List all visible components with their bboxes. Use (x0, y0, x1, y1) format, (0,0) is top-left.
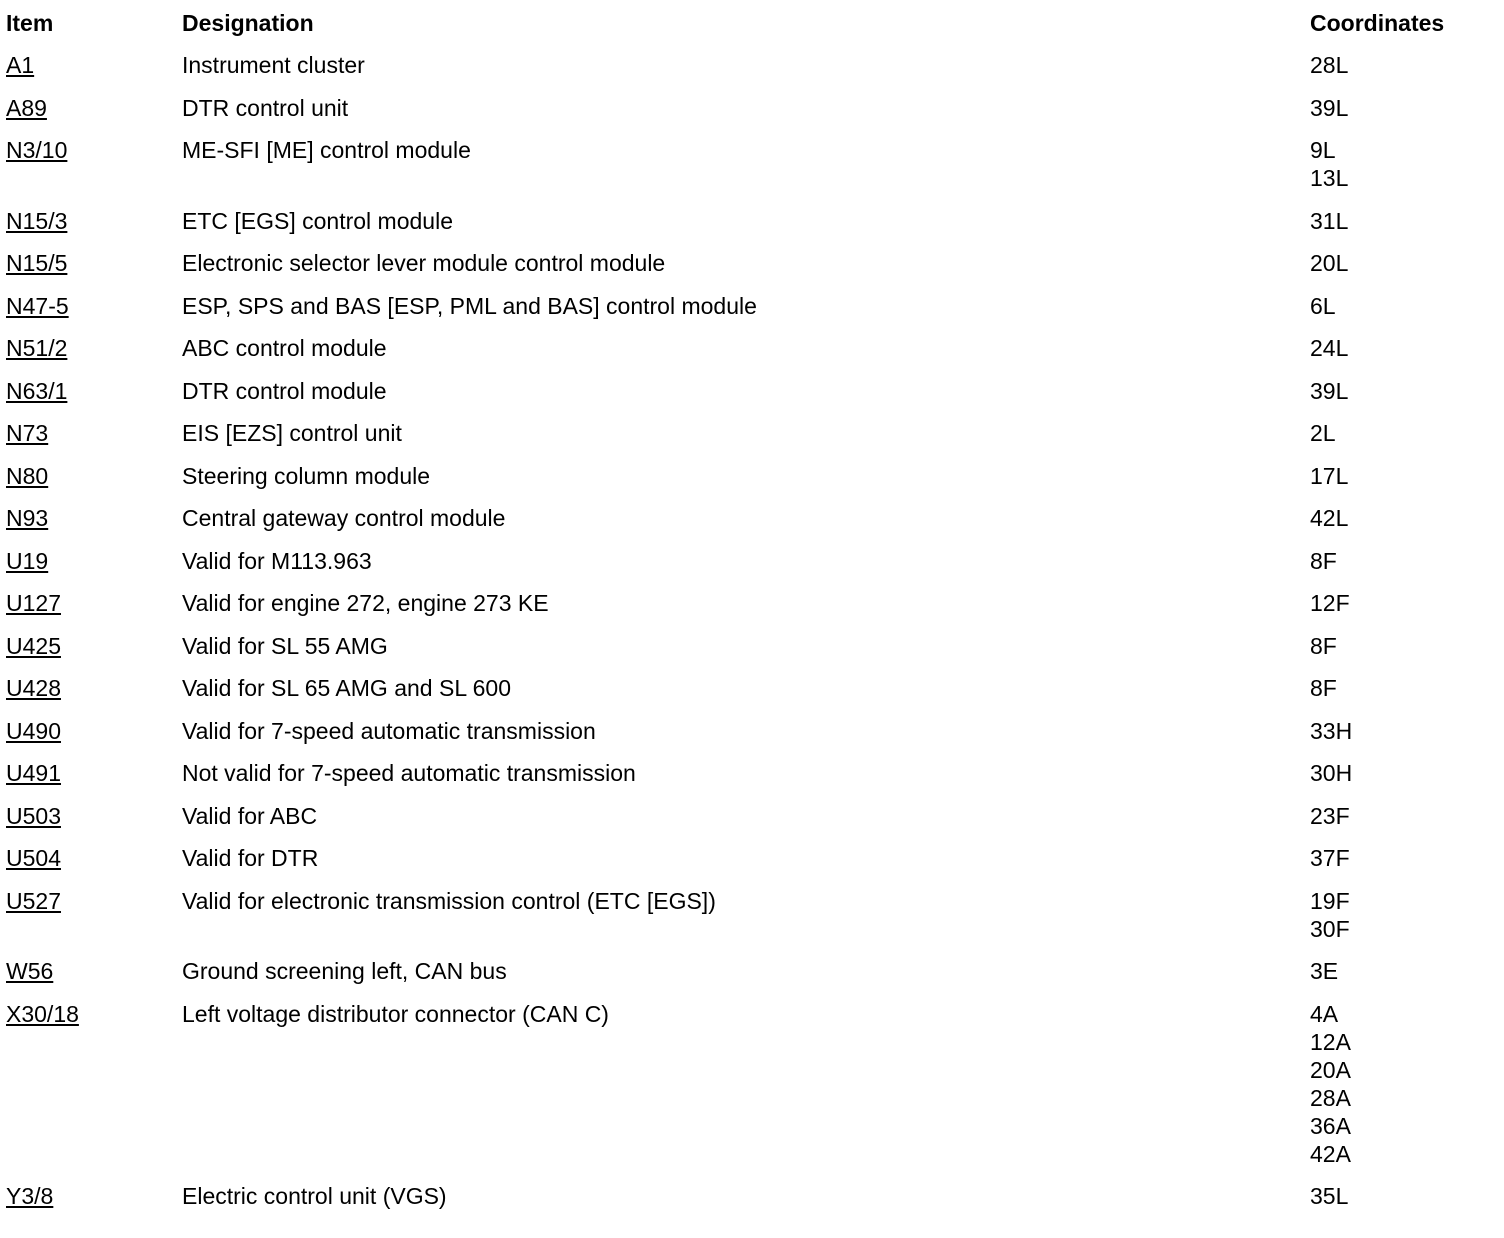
coordinate-value: 39L (1310, 377, 1349, 404)
item-cell (0, 802, 182, 830)
item-link[interactable]: U504 (6, 845, 61, 871)
item-link[interactable]: U127 (6, 590, 61, 616)
designation-cell: Valid for ABC (182, 802, 318, 829)
item-link[interactable]: A89 (6, 94, 47, 121)
designation-cell: Valid for electronic transmission control (ETC [EGS]) (182, 887, 716, 914)
coordinate-value: 17L (1310, 462, 1349, 489)
coordinates-cell (1310, 1182, 1504, 1210)
designation-cell: Steering column module (182, 462, 431, 489)
designation-cell: Ground screening left, CAN bus (182, 958, 507, 984)
header-designation: Designation (182, 10, 314, 36)
table-row (0, 759, 1504, 787)
item-cell (0, 1000, 182, 1028)
coordinates-cell (1310, 419, 1504, 447)
item-cell (0, 94, 182, 122)
coordinate-value: 30H (1310, 760, 1353, 786)
coordinates-cell (1310, 136, 1504, 192)
table-row (0, 957, 1504, 985)
coordinate-value: 42L (1310, 505, 1349, 531)
item-link[interactable]: N15/3 (6, 207, 68, 234)
designation-cell: Instrument cluster (182, 52, 365, 78)
coordinate-value: 9L (1310, 137, 1336, 163)
coordinate-value: 8F (1310, 675, 1337, 701)
designation-cell: Electric control unit (VGS) (182, 1183, 447, 1209)
coordinates-cell (1310, 717, 1504, 745)
item-cell (0, 419, 182, 447)
table-row (0, 462, 1504, 490)
item-cell (0, 207, 182, 235)
table-header (0, 9, 1504, 51)
item-link[interactable]: A1 (6, 52, 35, 78)
item-cell (0, 632, 182, 660)
table-row (0, 632, 1504, 660)
coordinate-value: 24L (1310, 335, 1349, 361)
item-link[interactable]: U527 (6, 887, 61, 914)
designation-cell: ESP, SPS and BAS [ESP, PML and BAS] control module (182, 292, 757, 319)
item-cell (0, 887, 182, 915)
item-link[interactable]: U425 (6, 632, 61, 659)
coordinate-value: 13L (1310, 165, 1349, 191)
coordinates-cell (1310, 844, 1504, 872)
table-row (0, 504, 1504, 532)
coordinate-value: 36A (1310, 1112, 1351, 1139)
coordinates-cell (1310, 1000, 1504, 1168)
item-link[interactable]: N47-5 (6, 292, 69, 319)
table-row (0, 51, 1504, 79)
coordinate-value: 35L (1310, 1183, 1349, 1209)
item-link[interactable]: U490 (6, 717, 61, 744)
designation-cell: DTR control unit (182, 94, 349, 121)
coordinate-value: 23F (1310, 802, 1350, 829)
item-link[interactable]: U491 (6, 760, 61, 786)
table-row (0, 1000, 1504, 1168)
item-cell (0, 504, 182, 532)
coordinate-value: 19F (1310, 887, 1350, 914)
table-row (0, 547, 1504, 575)
item-cell (0, 589, 182, 617)
table-row (0, 136, 1504, 192)
coordinates-cell (1310, 51, 1504, 79)
coordinates-cell (1310, 887, 1504, 943)
item-link[interactable]: N63/1 (6, 377, 68, 404)
designation-cell: EIS [EZS] control unit (182, 420, 402, 446)
coordinate-value: 20A (1310, 1056, 1351, 1083)
item-link[interactable]: U428 (6, 675, 61, 701)
table-row (0, 334, 1504, 362)
item-cell (0, 674, 182, 702)
item-cell (0, 249, 182, 277)
item-cell (0, 377, 182, 405)
coordinates-cell (1310, 292, 1504, 320)
item-link[interactable]: N15/5 (6, 250, 68, 276)
table-row (0, 674, 1504, 702)
designation-cell: Not valid for 7-speed automatic transmission (182, 760, 636, 786)
coordinate-value: 28A (1310, 1084, 1351, 1111)
designation-cell: Valid for DTR (182, 845, 319, 871)
coordinates-cell (1310, 504, 1504, 532)
coordinate-value: 12F (1310, 590, 1350, 616)
coordinates-cell (1310, 802, 1504, 830)
header-item: Item (6, 10, 54, 36)
coordinate-value: 33H (1310, 717, 1353, 744)
coordinates-cell (1310, 334, 1504, 362)
item-link[interactable]: N80 (6, 462, 49, 489)
coordinate-value: 39L (1310, 94, 1349, 121)
designation-cell: Valid for SL 55 AMG (182, 632, 388, 659)
designation-cell: ETC [EGS] control module (182, 207, 453, 234)
item-link[interactable]: N93 (6, 505, 49, 531)
table-row (0, 802, 1504, 830)
item-link[interactable]: X30/18 (6, 1000, 79, 1027)
coordinates-cell (1310, 589, 1504, 617)
item-link[interactable]: N3/10 (6, 137, 68, 163)
item-cell (0, 1182, 182, 1210)
designation-cell: DTR control module (182, 377, 387, 404)
coordinates-cell (1310, 632, 1504, 660)
item-cell (0, 844, 182, 872)
coordinates-cell (1310, 547, 1504, 575)
table-row (0, 249, 1504, 277)
coordinates-cell (1310, 249, 1504, 277)
coordinates-cell (1310, 377, 1504, 405)
table-row (0, 887, 1504, 943)
coordinate-value: 12A (1310, 1028, 1351, 1055)
coordinate-value: 37F (1310, 845, 1350, 871)
table-row (0, 717, 1504, 745)
item-link[interactable]: W56 (6, 958, 54, 984)
item-cell (0, 759, 182, 787)
item-cell (0, 717, 182, 745)
designation-cell: Electronic selector lever module control module (182, 250, 666, 276)
coordinate-value: 20L (1310, 250, 1349, 276)
item-link[interactable]: U503 (6, 802, 61, 829)
item-link[interactable]: N73 (6, 420, 49, 446)
designation-cell: Central gateway control module (182, 505, 506, 531)
designation-cell: Valid for 7-speed automatic transmission (182, 717, 596, 744)
item-link[interactable]: Y3/8 (6, 1183, 54, 1209)
table-row (0, 589, 1504, 617)
designation-cell: Left voltage distributor connector (CAN C) (182, 1000, 609, 1027)
coordinates-cell (1310, 759, 1504, 787)
coordinates-cell (1310, 462, 1504, 490)
designation-cell: Valid for SL 65 AMG and SL 600 (182, 675, 512, 701)
coordinate-value: 2L (1310, 420, 1336, 446)
item-cell (0, 334, 182, 362)
coordinate-value: 42A (1310, 1140, 1351, 1167)
coordinate-value: 31L (1310, 207, 1349, 234)
item-cell (0, 547, 182, 575)
designation-cell: Valid for M113.963 (182, 547, 372, 574)
header-coordinates: Coordinates (1310, 10, 1445, 36)
table-row (0, 419, 1504, 447)
coordinate-value: 4A (1310, 1000, 1339, 1027)
designation-cell: Valid for engine 272, engine 273 KE (182, 590, 549, 616)
table-row (0, 292, 1504, 320)
designation-cell: ABC control module (182, 335, 387, 361)
table-row (0, 844, 1504, 872)
coordinate-value: 3E (1310, 958, 1339, 984)
item-link[interactable]: U19 (6, 547, 49, 574)
table-row (0, 377, 1504, 405)
table-row (0, 207, 1504, 235)
item-cell (0, 957, 182, 985)
designation-cell: ME-SFI [ME] control module (182, 137, 471, 163)
item-cell (0, 51, 182, 79)
coordinates-cell (1310, 94, 1504, 122)
coordinate-value: 8F (1310, 632, 1337, 659)
item-link[interactable]: N51/2 (6, 335, 68, 361)
table-row (0, 94, 1504, 122)
coordinate-value: 28L (1310, 52, 1349, 78)
table-row (0, 1182, 1504, 1210)
item-cell (0, 136, 182, 164)
coordinates-cell (1310, 957, 1504, 985)
coordinates-cell (1310, 207, 1504, 235)
coordinate-value: 8F (1310, 547, 1337, 574)
item-cell (0, 292, 182, 320)
coordinate-value: 6L (1310, 292, 1336, 319)
item-cell (0, 462, 182, 490)
coordinate-value: 30F (1310, 915, 1350, 942)
coordinates-cell (1310, 674, 1504, 702)
table-body (0, 51, 1504, 1210)
